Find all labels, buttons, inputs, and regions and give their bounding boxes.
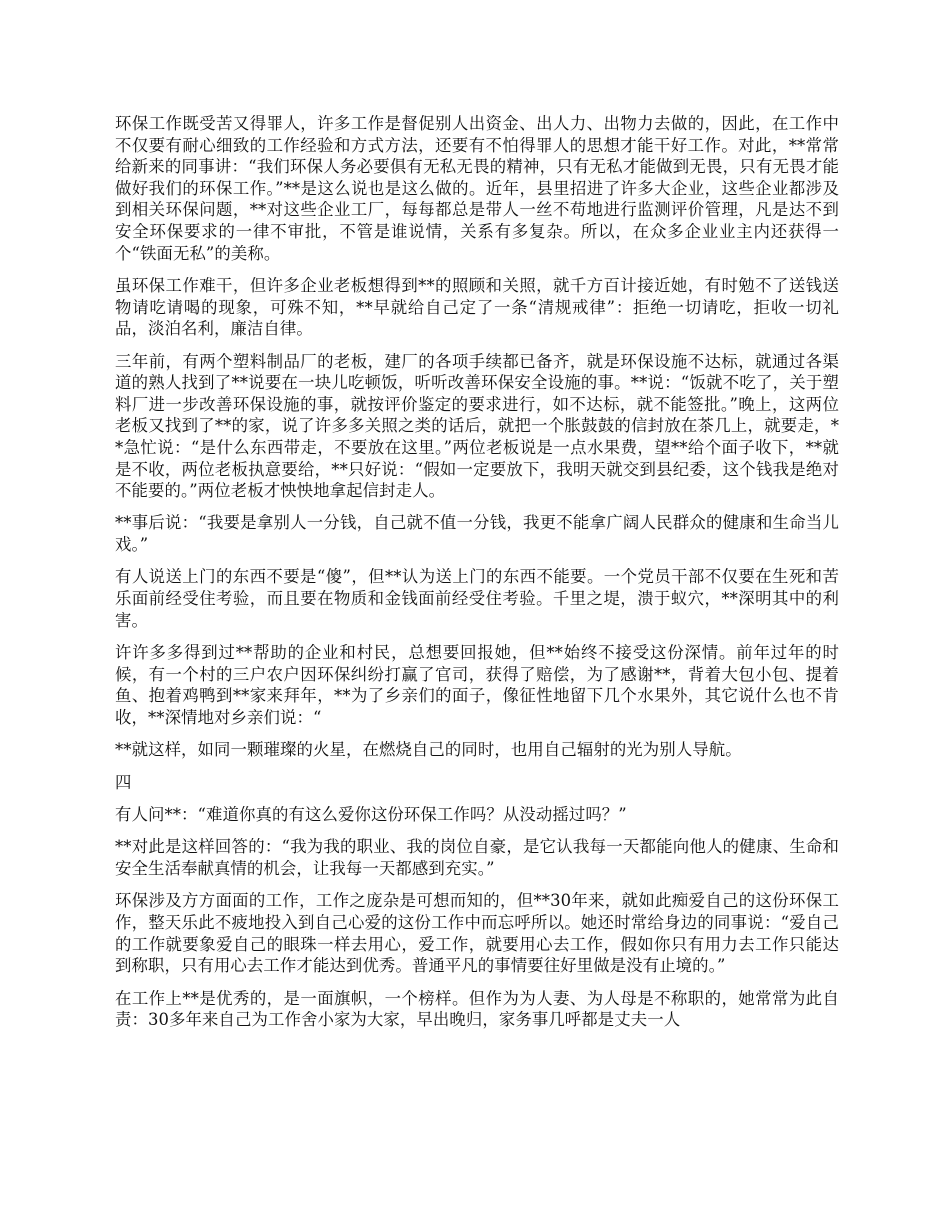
- paragraph: 在工作上**是优秀的，是一面旗帜，一个榜样。但作为为人妻、为人母是不称职的，她常常为此自责：30多年来自己为工作舍小家为大家，早出晚归，家务事几呼都是丈夫一人: [115, 988, 839, 1030]
- paragraph: 有人问**：“难道你真的有这么爱你这份环保工作吗？从没动摇过吗？”: [115, 805, 627, 824]
- section-heading: 四: [115, 772, 132, 792]
- paragraph: 虽环保工作难干，但许多企业老板想得到**的照顾和关照，就千方百计接近她，有时勉不了送钱送物请吃请喝的现象，可殊不知，**早就给自己定了一条“清规戒律”：拒绝一切请吃，拒收一切礼品，淡泊名利，廉洁自律。: [115, 275, 839, 339]
- paragraph: 三年前，有两个塑料制品厂的老板，建厂的各项手续都已备齐，就是环保设施不达标，就通过各渠道的熟人找到了**说要在一块儿吃顿饭，听听改善环保安全设施的事。**说：“饭就不吃了，关于塑料厂进一步改善环保设施的事，就按评价鉴定的要求进行，如不达标，就不能签批。”晚上，这两位老板又找到了**的家，说了许多多关照之类的话后，就把一个胀鼓鼓的信封放在茶几上，就要走，**急忙说：“是什么东西带走，不要放在这里。”两位老板说是一点水果费，望**给个面子收下，**就是不收，两位老板执意要给，**只好说：“假如一定要放下，我明天就交到县纪委，这个钱我是绝对不能要的。”两位老板才怏怏地拿起信封走人。: [115, 351, 839, 501]
- document-body: [115, 113, 839, 1042]
- paragraph: **事后说：“我要是拿别人一分钱，自己就不值一分钱，我更不能拿广阔人民群众的健康和生命当儿戏。”: [115, 513, 839, 555]
- paragraph: 许许多多得到过**帮助的企业和村民，总想要回报她，但**始终不接受这份深情。前年过年的时候，有一个村的三户农户因环保纠纷打赢了官司，获得了赔偿，为了感谢**，背着大包小包、提着鱼、抱着鸡鸭到**家来拜年，**为了乡亲们的面子，像征性地留下几个水果外，其它说什么也不肯收，**深情地对乡亲们说：“: [115, 643, 839, 727]
- paragraph: **就这样，如同一颗璀璨的火星，在燃烧自己的同时，也用自己辐射的光为别人导航。: [115, 740, 742, 760]
- paragraph: 有人说送上门的东西不要是“傻”，但**认为送上门的东西不能要。一个党员干部不仅要在生死和苦乐面前经受住考验，而且要在物质和金钱面前经受住考验。千里之堤，溃于蚁穴，**深明其中的利害。: [115, 567, 839, 630]
- paragraph: 环保工作既受苦又得罪人，许多工作是督促别人出资金、出人力、出物力去做的，因此，在工作中不仅要有耐心细致的工作经验和方式方法，还要有不怕得罪人的思想才能干好工作。对此，**常常给新来的同事讲：“我们环保人务必要俱有无私无畏的精神，只有无私才能做到无畏，只有无畏才能做好我们的环保工作。”**是这么说也是这么做的。近年，县里招进了许多大企业，这些企业都涉及到相关环保问题，**对这些企业工厂，每每都总是带人一丝不苟地进行监测评价管理，凡是达不到安全环保要求的一律不审批，不管是谁说情，关系有多复杂。所以，在众多企业业主内还获得一个“铁面无私”的美称。: [115, 114, 839, 263]
- paragraph: 环保涉及方方面面的工作，工作之庞杂是可想而知的，但**30年来，就如此痴爱自己的这份环保工作，整天乐此不疲地投入到自己心爱的这份工作中而忘呼所以。她还时常给身边的同事说：“爱自己的工作就要象爱自己的眼珠一样去用心，爱工作，就要用心去工作，假如你只有用力去工作只能达到称职，只有用心去工作才能达到优秀。普通平凡的事情要往好里做是没有止境的。”: [115, 891, 839, 976]
- paragraph: **对此是这样回答的：“我为我的职业、我的岗位自豪，是它认我每一天都能向他人的健康、生命和安全生活奉献真情的机会，让我每一天都感到充实。”: [115, 837, 839, 878]
